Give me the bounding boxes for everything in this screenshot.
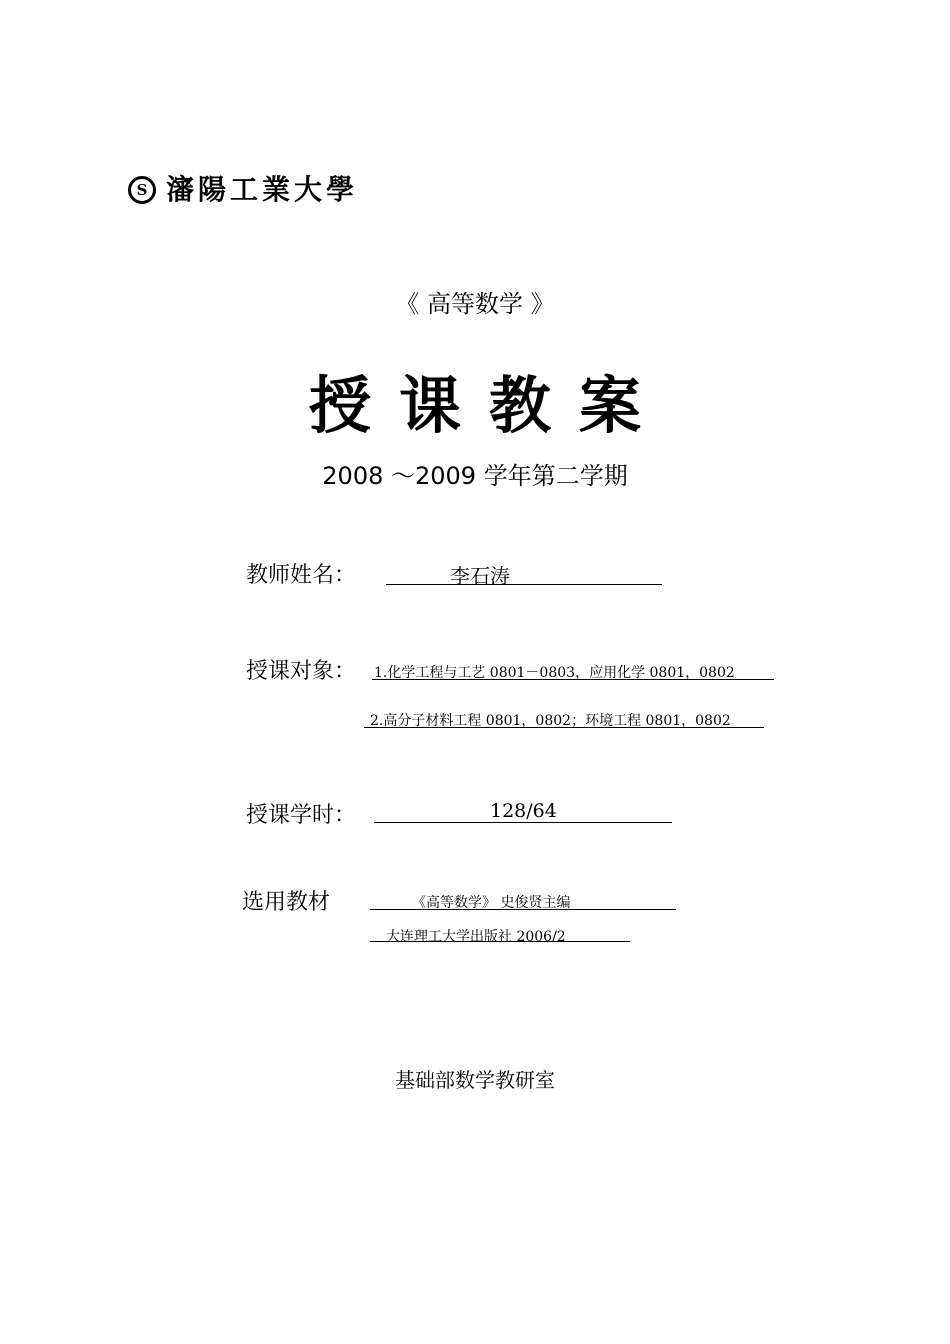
semester: 2008 ～2009 学年第二学期	[322, 462, 628, 490]
course-title: 《 高等数学 》	[395, 290, 555, 318]
university-name: 瀋陽工業大學	[166, 173, 359, 206]
hours-field	[374, 800, 672, 823]
university-logo	[128, 170, 358, 210]
audience-label: 授课对象：	[246, 659, 357, 684]
audience-line-1: 1.化学工程与工艺 0801－0803，应用化学 0801，0802	[372, 662, 774, 680]
hours-label: 授课学时：	[246, 803, 357, 828]
teacher-label: 教师姓名：	[246, 563, 357, 588]
teacher-name: 李石涛	[450, 564, 510, 588]
textbook-line-1: 《高等数学》 史俊贤主编	[370, 892, 676, 910]
hours-value: 128/64	[490, 800, 557, 822]
teacher-field	[386, 560, 662, 588]
main-title: 授课教案	[308, 369, 669, 442]
department-footer: 基础部数学教研室	[395, 1068, 555, 1092]
textbook-line-2: 大连理工大学出版社 2006/2	[370, 926, 630, 942]
textbook-label: 选用教材	[242, 890, 331, 915]
university-emblem-icon: S	[128, 176, 156, 204]
audience-line-2: 2.高分子材料工程 0801，0802；环境工程 0801，0802	[364, 710, 764, 728]
